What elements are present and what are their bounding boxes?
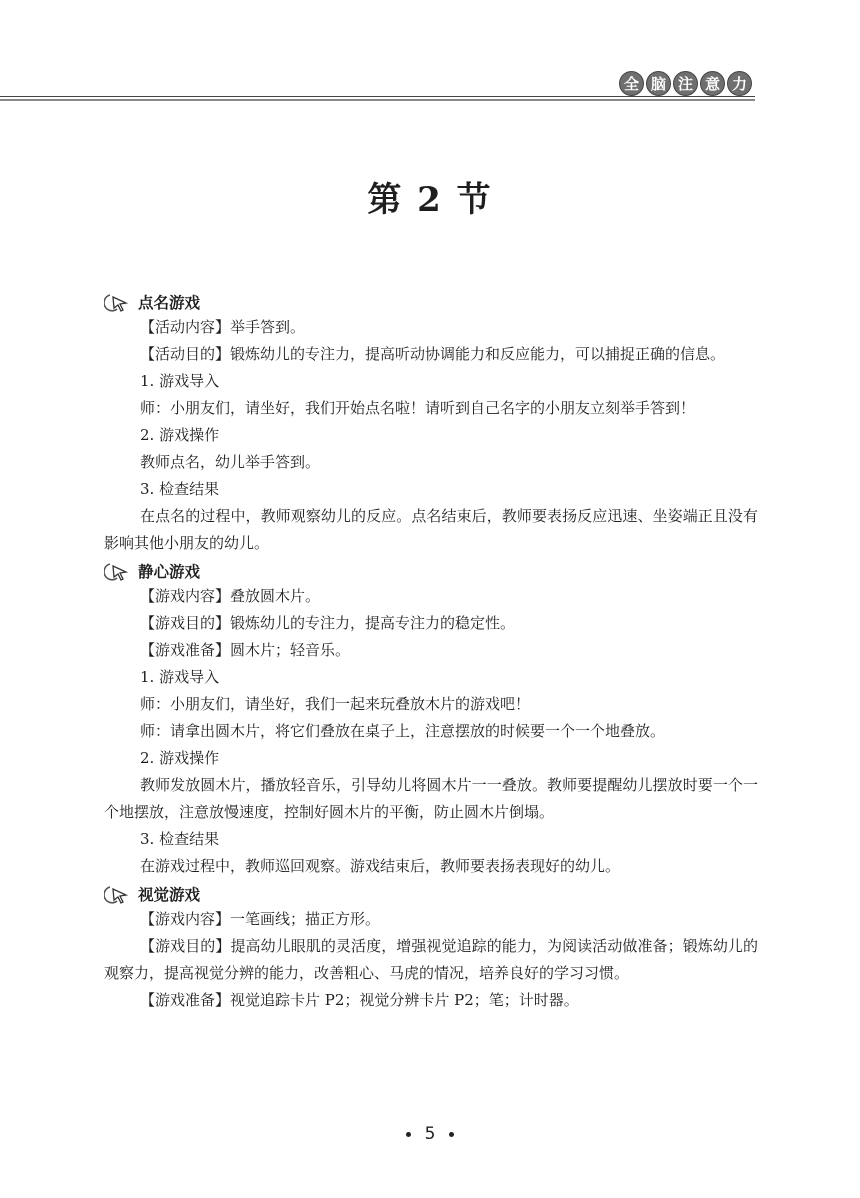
header-rule [0,96,755,101]
badge-char: 注 [673,71,698,96]
section-heading [104,881,758,906]
pointer-cursor-icon [104,560,130,582]
paragraph: 师：小朋友们，请坐好，我们开始点名啦！请听到自己名字的小朋友立刻举手答到！ [140,399,696,417]
section-heading-text: 点名游戏 [138,293,201,312]
pointer-cursor-icon [104,883,130,905]
paragraph: 【游戏目的】锻炼幼儿的专注力，提高专注力的稳定性。 [140,614,516,632]
paragraph: 教师发放圆木片，播放轻音乐，引导幼儿将圆木片一一叠放。教师要提醒幼儿摆放时要一个一个地摆放，注意放慢速度，控制好圆木片的平衡，防止圆木片倒塌。 [104,776,758,821]
pointer-cursor-icon [104,291,130,313]
paragraph: 2. 游戏操作 [140,749,220,767]
section-heading-text: 视觉游戏 [138,885,201,904]
section-heading [104,558,758,583]
paragraph: 3. 检查结果 [140,830,220,848]
paragraph: 【游戏准备】视觉追踪卡片 P2；视觉分辨卡片 P2；笔；计时器。 [140,991,579,1009]
paragraph: 在点名的过程中，教师观察幼儿的反应。点名结束后，教师要表扬反应迅速、坐姿端正且没有影响其他小朋友的幼儿。 [104,507,758,552]
paragraph: 1. 游戏导入 [140,668,220,686]
paragraph: 教师点名，幼儿举手答到。 [140,453,321,471]
badge-char: 全 [619,71,644,96]
paragraph: 【活动目的】锻炼幼儿的专注力，提高听动协调能力和反应能力，可以捕捉正确的信息。 [140,345,726,363]
badge-char: 意 [700,71,725,96]
badge-char: 力 [727,71,752,96]
badge-char: 脑 [646,71,671,96]
page-number [0,1124,860,1144]
paragraph: 在游戏过程中，教师巡回观察。游戏结束后，教师要表扬表现好的幼儿。 [140,857,621,875]
bullet-dot [449,1132,454,1137]
section-heading-text: 静心游戏 [138,562,201,581]
paragraph: 1. 游戏导入 [140,372,220,390]
bullet-dot [406,1132,411,1137]
section-title: 第 2 节 [367,180,493,220]
paragraph: 【游戏内容】一笔画线；描正方形。 [140,910,381,928]
paragraph: 【游戏内容】叠放圆木片。 [140,587,321,605]
page-number-text: 5 [424,1124,436,1144]
paragraph: 师：小朋友们，请坐好，我们一起来玩叠放木片的游戏吧！ [140,695,531,713]
series-title-badges [619,71,752,96]
paragraph: 师：请拿出圆木片，将它们叠放在桌子上，注意摆放的时候要一个一个地叠放。 [140,722,666,740]
paragraph: 【游戏目的】提高幼儿眼肌的灵活度，增强视觉追踪的能力，为阅读活动做准备；锻炼幼儿的观察力，提高视觉分辨的能力，改善粗心、马虎的情况，培养良好的学习习惯。 [104,937,758,982]
paragraph: 【游戏准备】圆木片；轻音乐。 [140,641,351,659]
page-content [104,288,758,1014]
paragraph: 3. 检查结果 [140,480,220,498]
paragraph: 【活动内容】举手答到。 [140,318,306,336]
paragraph: 2. 游戏操作 [140,426,220,444]
section-heading [104,289,758,314]
